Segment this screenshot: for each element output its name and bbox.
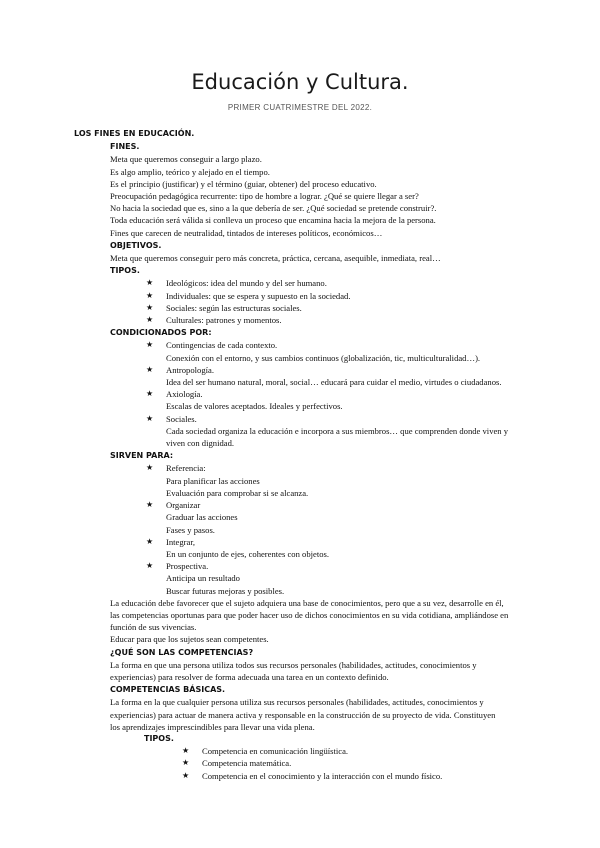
basicas-tipos-list	[74, 745, 534, 782]
list-item-detail: En un conjunto de ejes, coherentes con objetos.	[166, 548, 329, 559]
educacion-paragraph	[74, 597, 534, 646]
list-item-detail: Para planificar las acciones	[166, 475, 260, 486]
condicionados-heading: CONDICIONADOS POR:	[110, 328, 212, 338]
tipos-heading: TIPOS.	[110, 266, 140, 276]
page-title: Educación y Cultura.	[191, 70, 409, 94]
list-item-detail: Escalas de valores aceptados. Ideales y perfectivos.	[166, 401, 343, 412]
competencias-heading: ¿QUÉ SON LAS COMPETENCIAS?	[110, 647, 254, 657]
list-item	[146, 302, 534, 314]
star-icon: ★	[146, 500, 154, 510]
list-item	[146, 560, 534, 597]
list-item	[182, 745, 534, 757]
star-icon: ★	[146, 302, 154, 312]
list-item	[146, 462, 534, 499]
list-item-label: Antropología.	[166, 364, 214, 375]
paragraph-line: las competencias oportunas para que poder hacer uso de dichos conocimientos en su vida cotidiana, ampliándose en	[110, 609, 509, 620]
list-item-text: Competencia matemática.	[202, 758, 292, 769]
page-subtitle: PRIMER CUATRIMESTRE DEL 2022.	[227, 103, 373, 112]
list-item	[146, 290, 534, 302]
paragraph-line: Educar para que los sujetos sean competentes.	[110, 634, 269, 645]
list-item	[182, 757, 534, 769]
star-icon: ★	[146, 340, 154, 350]
paragraph-line: La educación debe favorecer que el sujeto adquiera una base de conocimientos, pero que a su vez, desarrolle en él,	[110, 597, 504, 608]
fines-line: Meta que queremos conseguir a largo plazo.	[110, 154, 262, 165]
list-item-text: Competencia en comunicación lingüística.	[202, 746, 349, 757]
objetivos-heading: OBJETIVOS.	[110, 240, 162, 250]
list-item-detail: Evaluación para comprobar si se alcanza.	[166, 487, 309, 498]
list-item	[146, 339, 534, 363]
paragraph-line: La forma en la que cualquier persona utiliza sus recursos personales (habilidades, actitudes, conocimientos y	[110, 697, 484, 708]
fines-line: Es algo amplio, teórico y alejado en el tiempo.	[110, 166, 270, 177]
star-icon: ★	[146, 315, 154, 325]
list-item	[146, 314, 534, 326]
fines-section	[74, 153, 534, 238]
list-item	[146, 277, 534, 289]
fines-line: Es el principio (justificar) y el término (guiar, obtener) del proceso educativo.	[110, 178, 377, 189]
basicas-heading: COMPETENCIAS BÁSICAS.	[110, 685, 226, 695]
fines-line: Toda educación será válida si conlleva un proceso que encamina hacia la mejora de la persona.	[110, 215, 436, 226]
list-item-detail: Buscar futuras mejoras y posibles.	[166, 585, 285, 596]
list-item-text: Individuales: que se espera y supuesto en la sociedad.	[166, 290, 351, 301]
paragraph-line: experiencias) para resolver de forma adecuada una tarea en un contexto definido.	[110, 671, 389, 682]
list-item-text: Sociales: según las estructuras sociales.	[166, 302, 302, 313]
list-item-label: Integrar,	[166, 536, 195, 547]
star-icon: ★	[146, 364, 154, 374]
sirven-list	[74, 462, 534, 596]
sirven-heading: SIRVEN PARA:	[110, 451, 174, 461]
star-icon: ★	[146, 278, 154, 288]
paragraph-line: experiencias) para actuar de manera activa y responsable en la construcción de su proyecto de vida. Constituyen	[110, 709, 496, 720]
list-item	[182, 770, 534, 782]
list-item-detail: viven con dignidad.	[166, 438, 235, 449]
fines-line: No hacia la sociedad que es, sino a la que debería de ser. ¿Qué sociedad se pretende construir?.	[110, 203, 437, 214]
star-icon: ★	[146, 290, 154, 300]
list-item-label: Referencia:	[166, 463, 206, 474]
star-icon: ★	[146, 536, 154, 546]
star-icon: ★	[146, 413, 154, 423]
list-item	[146, 499, 534, 536]
list-item-label: Contingencias de cada contexto.	[166, 340, 278, 351]
list-item	[146, 364, 534, 388]
list-item-detail: Idea del ser humano natural, moral, social… educará para cuidar el medio, virtudes o ciudadanos.	[166, 377, 502, 388]
list-item-detail: Graduar las acciones	[166, 512, 238, 523]
document-body	[74, 128, 534, 782]
list-item-detail: Anticipa un resultado	[166, 573, 240, 584]
star-icon: ★	[146, 389, 154, 399]
condicionados-list	[74, 339, 534, 449]
star-icon: ★	[182, 758, 190, 768]
fines-line: Fines que carecen de neutralidad, tintados de intereses políticos, económicos…	[110, 227, 383, 238]
list-item-text: Ideológicos: idea del mundo y del ser humano.	[166, 278, 327, 289]
list-item-label: Sociales.	[166, 413, 197, 424]
paragraph-line: La forma en que una persona utiliza todos sus recursos personales (habilidades, actitudes, conocimientos y	[110, 659, 477, 670]
list-item-text: Culturales: patrones y momentos.	[166, 315, 282, 326]
list-item	[146, 413, 534, 450]
list-item-text: Competencia en el conocimiento y la interacción con el mundo físico.	[202, 770, 443, 781]
list-item-detail: Conexión con el entorno, y sus cambios continuos (globalización, tic, multiculturalidad…).	[166, 352, 481, 363]
paragraph-line: los aprendizajes imprescindibles para llevar una vida plena.	[110, 721, 315, 732]
list-item	[146, 388, 534, 412]
list-item-label: Prospectiva.	[166, 561, 209, 572]
list-item-label: Organizar	[166, 500, 201, 511]
star-icon: ★	[146, 463, 154, 473]
main-heading: LOS FINES EN EDUCACIÓN.	[74, 129, 195, 138]
list-item-detail: Cada sociedad organiza la educación e incorpora a sus miembros… que comprenden donde viven y	[166, 425, 509, 436]
fines-line: Preocupación pedagógica recurrente: tipo de hombre a lograr. ¿Qué se quiere llegar a ser?	[110, 191, 419, 202]
list-item	[146, 536, 534, 560]
objetivos-text: Meta que queremos conseguir pero más concreta, práctica, cercana, asequible, inmediata, real…	[110, 253, 441, 264]
star-icon: ★	[182, 770, 190, 780]
list-item-detail: Fases y pasos.	[166, 524, 215, 535]
star-icon: ★	[182, 746, 190, 756]
fines-heading: FINES.	[110, 142, 140, 152]
list-item-label: Axiología.	[166, 389, 203, 400]
paragraph-line: función de sus vivencias.	[110, 622, 197, 633]
star-icon: ★	[146, 561, 154, 571]
basicas-tipos-heading: TIPOS.	[144, 733, 174, 743]
tipos-list	[74, 277, 534, 326]
